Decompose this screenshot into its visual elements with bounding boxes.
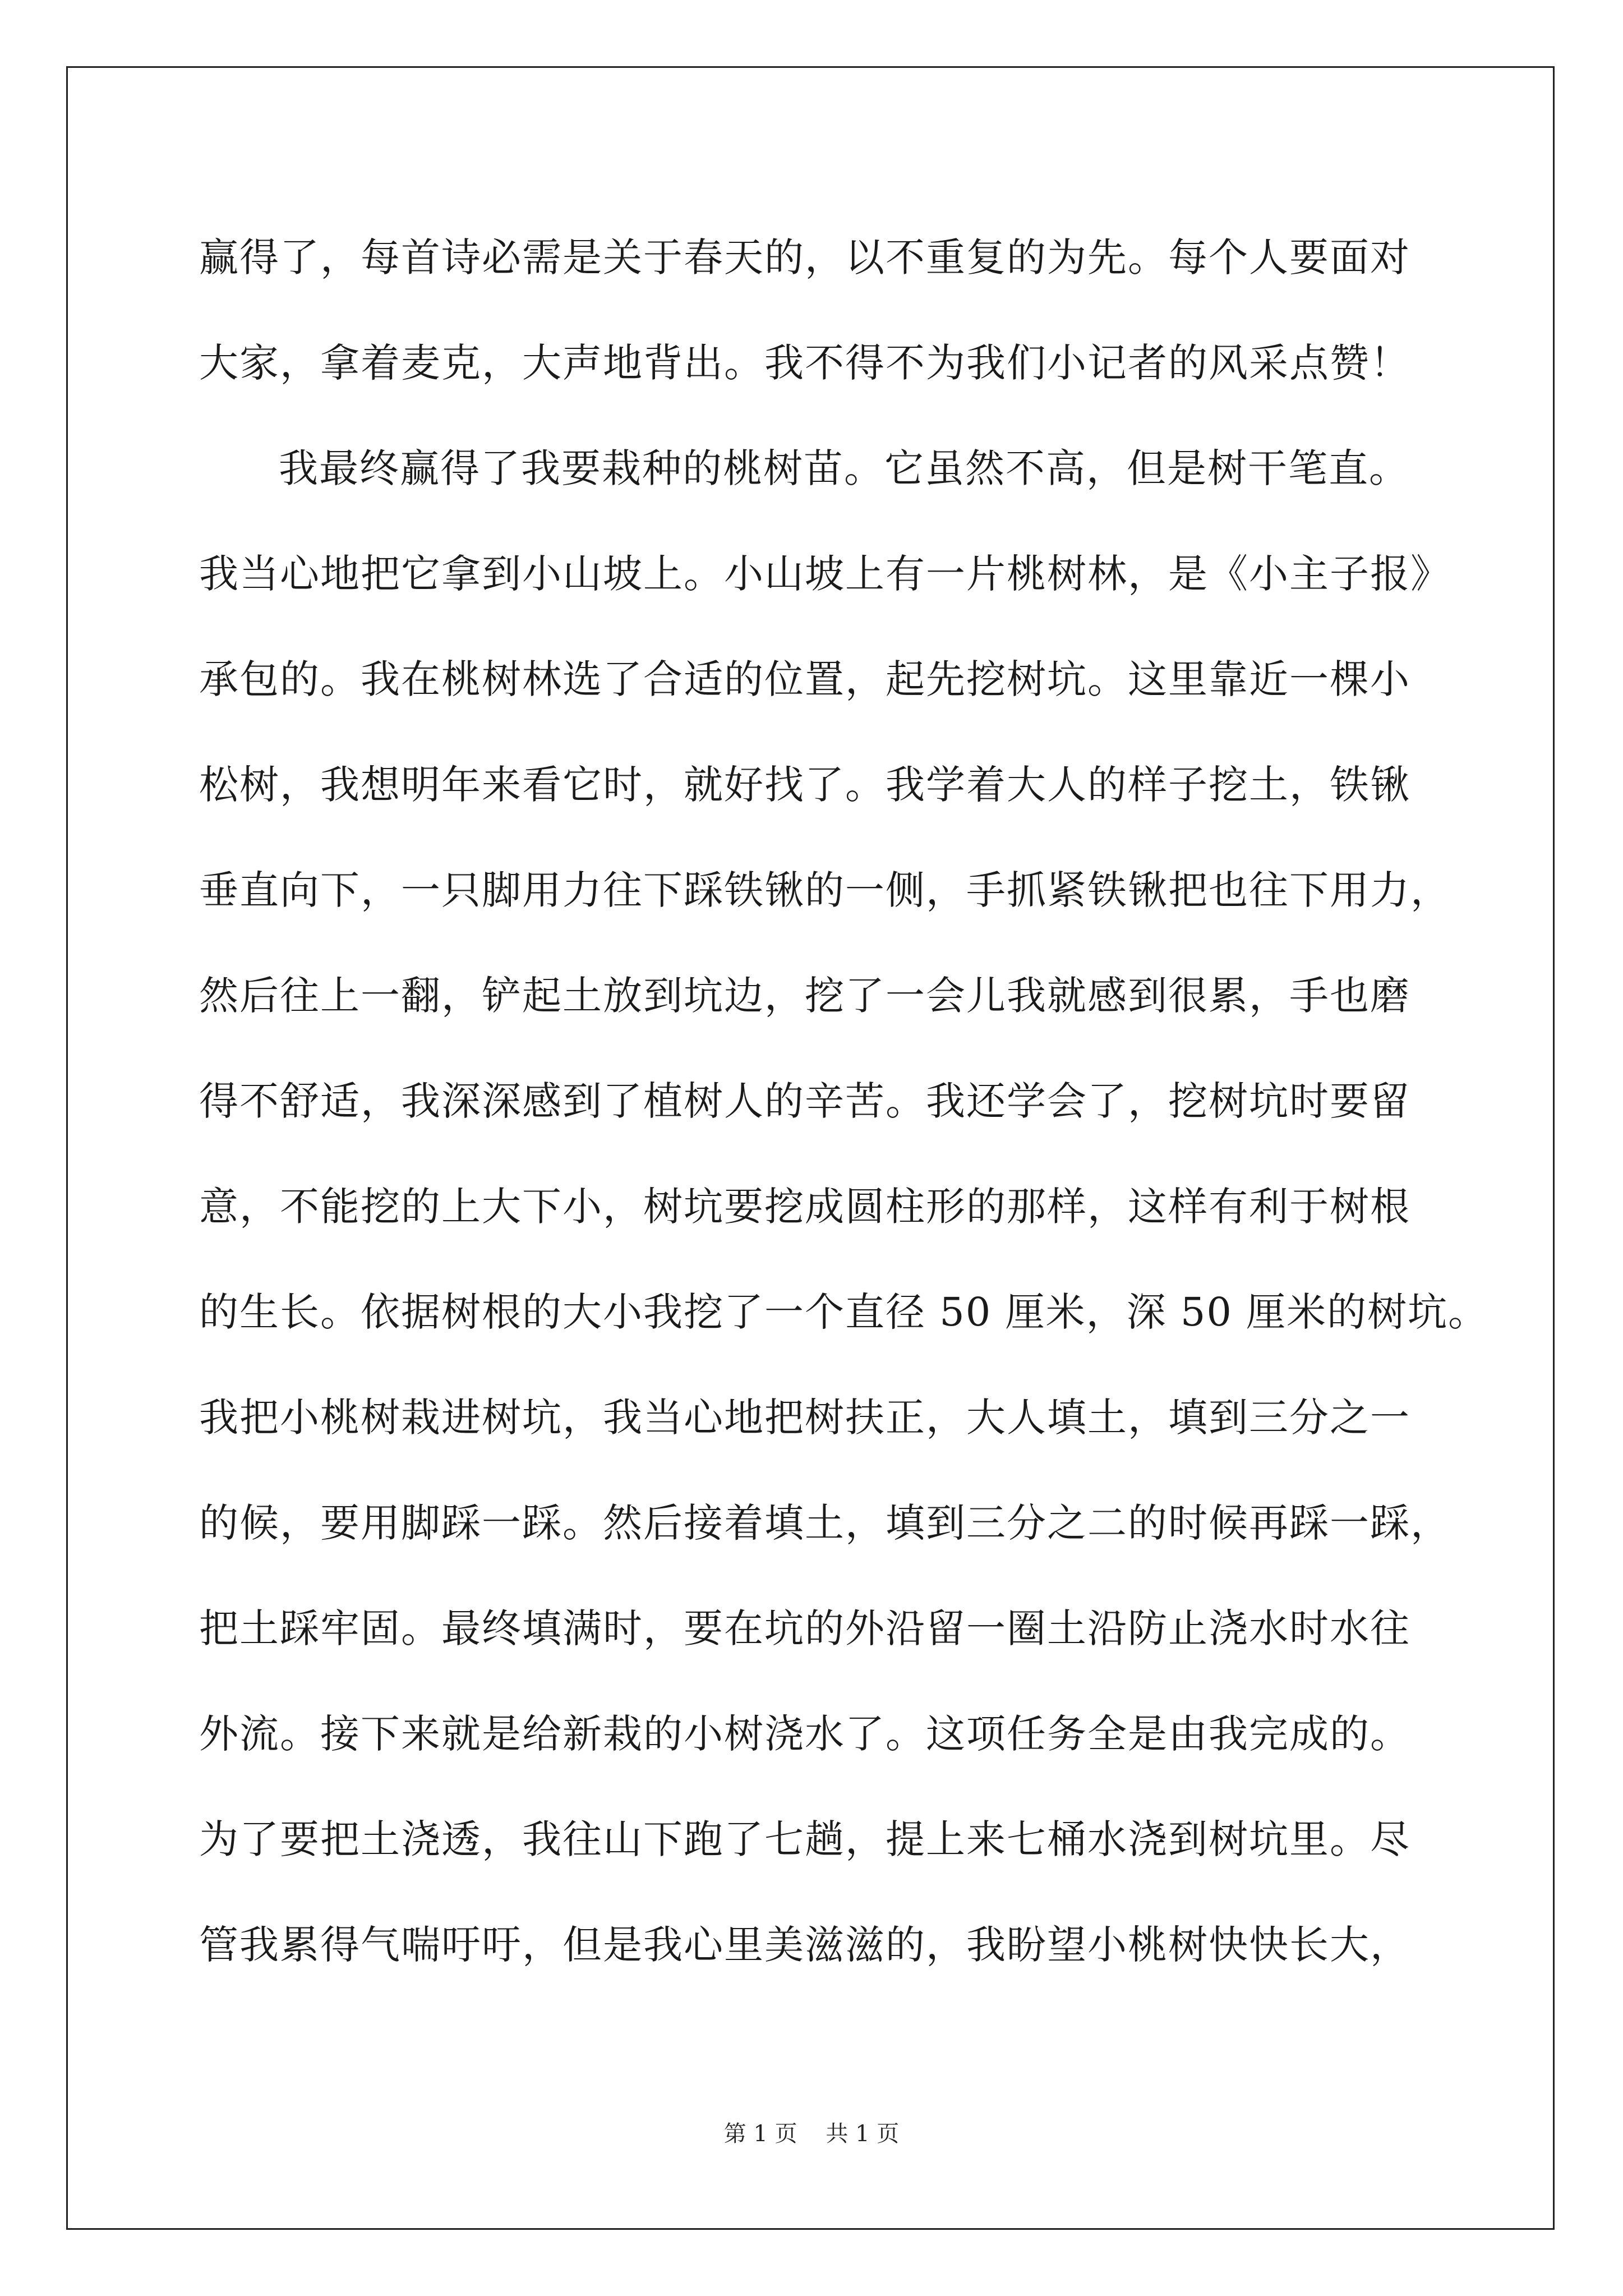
text-line: 承包的。我在桃树林选了合适的位置，起先挖树坑。这里靠近一棵小: [199, 656, 1410, 702]
text-line: 垂直向下，一只脚用力往下踩铁锹的一侧，手抓紧铁锹把也往下用力，: [199, 867, 1451, 913]
text-line: 外流。接下来就是给新栽的小树浇水了。这项任务全是由我完成的。: [199, 1711, 1410, 1757]
text-line: 为了要把土浇透，我往山下跑了七趟，提上来七桶水浇到树坑里。尽: [199, 1816, 1410, 1862]
text-line: 松树，我想明年来看它时，就好找了。我学着大人的样子挖土，铁锹: [199, 762, 1410, 808]
paragraph-start-line: 我最终赢得了我要栽种的桃树苗。它虽然不高，但是树干笔直。: [279, 445, 1409, 491]
page-footer: 第 1 页 共 1 页: [723, 2121, 900, 2147]
text-line: 的候，要用脚踩一踩。然后接着填土，填到三分之二的时候再踩一踩，: [199, 1500, 1451, 1546]
text-line: 的生长。依据树根的大小我挖了一个直径 50 厘米，深 50 厘米的树坑。: [199, 1289, 1489, 1335]
document-body: [199, 205, 1489, 1998]
text-line: 我把小桃树栽进树坑，我当心地把树扶正，大人填土，填到三分之一: [199, 1395, 1410, 1441]
text-line: 我当心地把它拿到小山坡上。小山坡上有一片桃树林，是《小主子报》: [199, 551, 1451, 597]
text-line: 得不舒适，我深深感到了植树人的辛苦。我还学会了，挖树坑时要留: [199, 1078, 1410, 1124]
text-line: 把土踩牢固。最终填满时，要在坑的外沿留一圈土沿防止浇水时水往: [199, 1605, 1410, 1651]
text-line: 管我累得气喘吁吁，但是我心里美滋滋的，我盼望小桃树快快长大，: [199, 1922, 1410, 1968]
text-line: 大家，拿着麦克，大声地背出。我不得不为我们小记者的风采点赞！: [199, 340, 1410, 386]
text-line: 然后往上一翻，铲起土放到坑边，挖了一会儿我就感到很累，手也磨: [199, 973, 1410, 1019]
text-line: 赢得了，每首诗必需是关于春天的，以不重复的为先。每个人要面对: [199, 234, 1410, 280]
text-line: 意，不能挖的上大下小，树坑要挖成圆柱形的那样，这样有利于树根: [199, 1184, 1410, 1230]
